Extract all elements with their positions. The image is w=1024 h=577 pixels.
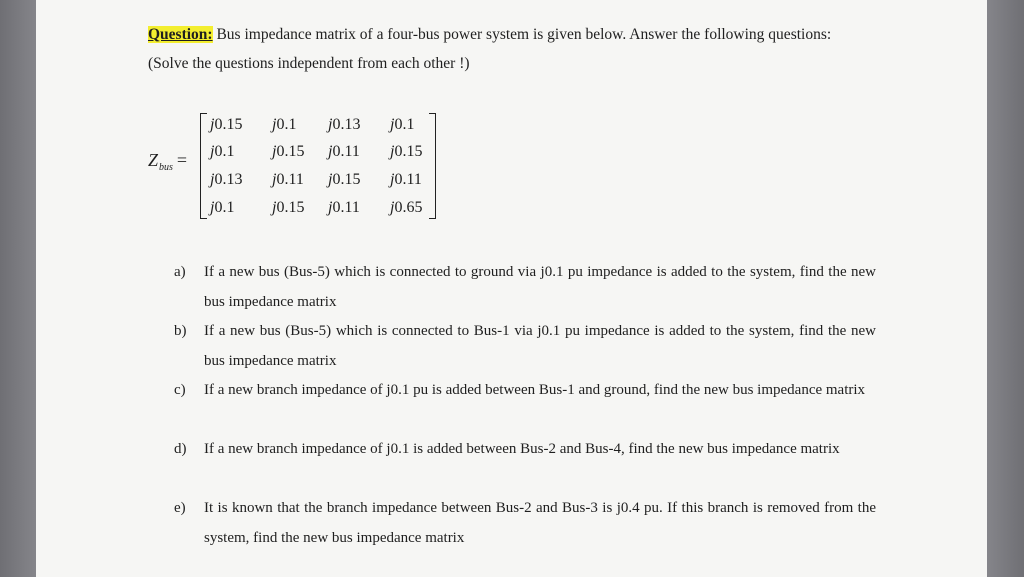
- matrix-cell: j0.15: [328, 171, 361, 188]
- equals-sign: =: [176, 150, 188, 170]
- matrix-cell: j0.15: [272, 143, 305, 160]
- matrix-cell: j0.15: [272, 199, 305, 216]
- zbus-subscript: bus: [159, 162, 173, 173]
- document-page: [36, 0, 987, 577]
- matrix-cell: j0.11: [390, 171, 422, 188]
- item-letter: c): [174, 382, 186, 398]
- sub-question-a: [174, 258, 914, 317]
- matrix-cell: j0.11: [328, 199, 360, 216]
- sub-questions-list: [174, 258, 914, 553]
- item-text: If a new branch impedance of j0.1 pu is added between Bus-1 and ground, find the new bus impedance matrix: [204, 382, 866, 398]
- matrix-left-bracket: [200, 113, 207, 219]
- matrix-cell: j0.65: [390, 199, 423, 216]
- item-letter: a): [174, 264, 186, 280]
- matrix-cell: j0.15: [210, 116, 243, 133]
- matrix-cell: j0.11: [328, 143, 360, 160]
- question-text: Bus impedance matrix of a four-bus power system is given below. Answer the following questions: (Solve the questions independent from each other !): [148, 26, 832, 72]
- item-text: If a new branch impedance of j0.1 is added between Bus-2 and Bus-4, find the new bus impedance matrix: [204, 441, 840, 457]
- matrix-cell: j0.13: [328, 116, 361, 133]
- left-margin: [0, 0, 36, 577]
- matrix-cell: j0.1: [210, 199, 235, 216]
- matrix-cell: j0.11: [272, 171, 304, 188]
- bus-impedance-matrix: [200, 111, 436, 221]
- matrix-cell: j0.13: [210, 171, 243, 188]
- zbus-label: [148, 150, 187, 171]
- question-statement: [148, 20, 868, 78]
- sub-question-d: [174, 435, 914, 494]
- matrix-cell: j0.1: [390, 116, 415, 133]
- matrix-cell: j0.1: [210, 143, 235, 160]
- sub-question-e: [174, 494, 914, 553]
- matrix-cell: j0.1: [272, 116, 297, 133]
- matrix-cell: j0.15: [390, 143, 423, 160]
- item-letter: b): [174, 323, 187, 339]
- item-text: It is known that the branch impedance between Bus-2 and Bus-3 is j0.4 pu. If this branch is removed from the system, find the new bus impedance matrix: [204, 500, 876, 546]
- question-label: Question:: [148, 26, 213, 43]
- item-text: If a new bus (Bus-5) which is connected to ground via j0.1 pu impedance is added to the system, find the new bus impedance matrix: [204, 264, 876, 310]
- matrix-right-bracket: [429, 113, 436, 219]
- right-margin: [987, 0, 1024, 577]
- item-letter: d): [174, 441, 187, 457]
- zbus-symbol: Z: [148, 150, 159, 170]
- sub-question-b: [174, 317, 914, 376]
- item-text: If a new bus (Bus-5) which is connected to Bus-1 via j0.1 pu impedance is added to the system, find the new bus impedance matrix: [204, 323, 876, 369]
- item-letter: e): [174, 500, 186, 516]
- sub-question-c: [174, 376, 914, 435]
